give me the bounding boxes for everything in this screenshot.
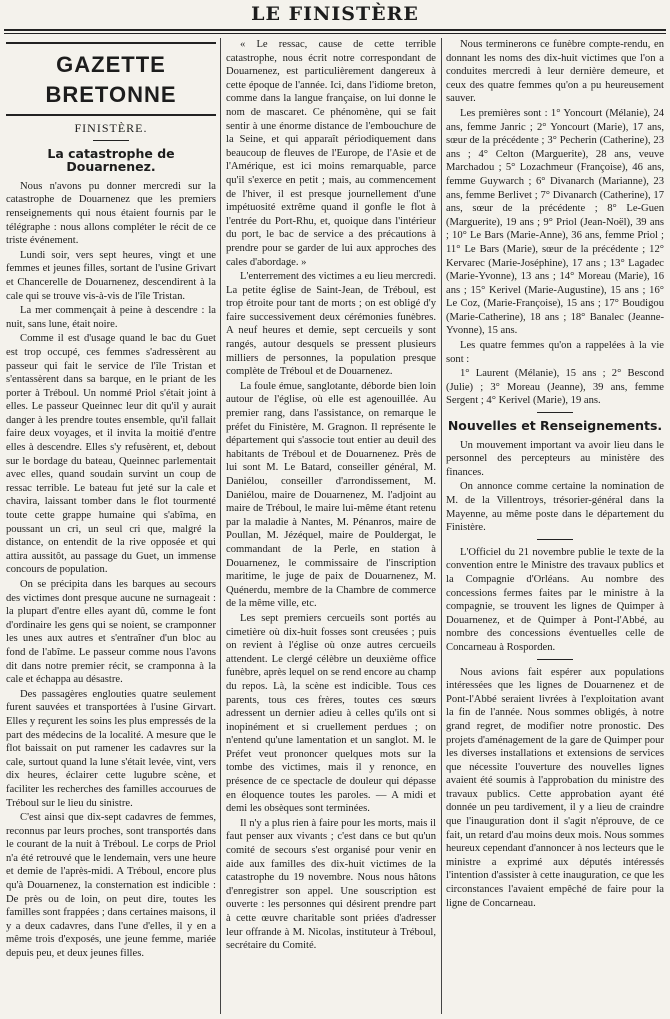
paragraph: Les quatre femmes qu'on a rappelées à la vie sont :: [446, 340, 664, 365]
paragraph: Nous n'avons pu donner mercredi sur la catastrophe de Douarnenez que les premiers renseignements qui nous étaient fournis par le télégraphe : nous allons compléter le récit de ce triste événement.: [6, 180, 216, 247]
masthead-rule: [4, 29, 666, 31]
paragraph: Des passagères englouties quatre seulement furent sauvées et transportées à l'usine Girvart. Elles y reçurent les soins les plus empressés de la part des médecins de la localité. A mesure que le flot baissait on put ramener les cadavres sur la cale, surtout quand la lune s'était levée, vint, vers dix heures, éclairer cette lugubre scène, et faciliter les recherches des familles accourues de Tréboul sur le lieu du sinistre.: [6, 688, 216, 809]
masthead-rule-thin: [4, 33, 666, 34]
paragraph: Un mouvement important va avoir lieu dans le personnel des percepteurs au ministère des finances.: [446, 439, 664, 478]
paragraph: Comme il est d'usage quand le bac du Guet est trop occupé, ces femmes s'adressèrent au passeur qui fait le service de l'île Tristan et s'entassèrent dans sa barque, en le priant de les porter à Tréboul. Un nommé Priol s'était joint à elles. Le passeur Queinnec leur dit qu'il y aurait danger à les prendre toutes ensemble, qu'il fallait faire deux voyages, et il invita la moitié d'entre elles à descendre. Elles s'y refusèrent, et, debout sur le bordage du bateau, Queinnec parlementait avec elles, quand soudain survint un coup de ressac terrible. Le bateau fut jeté sur la cale et chavira, laissant tomber dans le flot tourmenté toute cette grappe humaine qui s'abîma, en poussant un cri, un seul cri que, malgré la distance, on entendit de la rive opposée et qui attira aussitôt, au passage du Guet, un immense concours de population.: [6, 333, 216, 576]
gazette-title: GAZETTE BRETONNE: [45, 52, 177, 107]
paragraph: Nous avions fait espérer aux populations intéressées que les lignes de Douarnenez et de Pont-l'Abbé seraient livrées à l'exploitation avant la fin de l'année. Nous sommes obligés, à notre grand regret, de modifier notre pronostic. Des projets d'aménagement de la gare de Quimper pour les diverses installations et extensions de services que nécessite l'ouverture des nouvelles lignes avaient été soumis à l'approbation du ministre des travaux publics. Cette approbation ayant été donnée un peu tardivement, il y a lieu de craindre que l'inauguration dont il s'agit n'éprouve, de ce fait, un retard d'au moins deux mois. Nous sommes heureux cependant d'annoncer à nos lecteurs que le ministre a exprimé aux députés intéressés l'intention d'assister à cette inauguration, ce que les circonstances l'avaient empêché de faire pour la ligne de Concarneau.: [446, 666, 664, 909]
section-title: FINISTÈRE.: [74, 121, 148, 135]
paragraph: On se précipita dans les barques au secours des victimes dont presque aucune ne surnageait : la plupart d'entre elles ayant dû, comme le font d'ordinaire les gens qui se noient, se cramponner les unes aux autres et s'entraîner d'un bloc au fond de l'abîme. Le passeur comme nous l'avons dit dans notre premier récit, se cramponna à la cale et échappa au désastre.: [6, 579, 216, 686]
paragraph: L'enterrement des victimes a eu lieu mercredi. La petite église de Saint-Jean, de Tréboul, est trop étroite pour tant de morts ; on est obligé d'y faire successivement deux cérémonies funèbres. A neuf heures et demie, sept cercueils y sont rangés, autour desquels se pressent plusieurs milliers de personnes, la population presque complète de Tréboul et de Douarnenez.: [226, 271, 436, 378]
paragraph: Lundi soir, vers sept heures, vingt et une femmes et jeunes filles, sortant de l'usine Grivart et Chancerelle de Douarnenez, descendirent à la cale qui se trouve vis-à-vis de l'île Tristan.: [6, 249, 216, 302]
column-1: [6, 38, 216, 1014]
paragraph: L'Officiel du 21 novembre publie le texte de la convention entre le Ministre des travaux publics et la Compagnie d'Orléans. Au nombre des concessions fermes faites par le ministre à la compagnie, se trouvent les lignes de Quimper à Douarnenez, et de Quimper à Pont-l'Abbé, au nombre des concessions éventuelles celle de Concarneau à Rosporden.: [446, 546, 664, 653]
column-3: [446, 38, 664, 1014]
divider: [537, 659, 573, 660]
paragraph: La mer commençait à peine à descendre : la nuit, sans lune, était noire.: [6, 305, 216, 330]
paragraph: « Le ressac, cause de cette terrible catastrophe, nous écrit notre correspondant de Douarnenez, est particulièrement dangereux à cette époque de l'année. Ici, dans l'idiome breton, comme dans la langue française, on lui donne le nom de mascaret. Ce phénomène, qui se fait sentir à une énorme distance de l'embouchure de la Seine, et qui apparaît périodiquement dans beaucoup de fleuves de l'Europe, de l'Asie et de l'Amérique, est ici moins remarquable, parce qu'il s'exerce en petit ; mais, au commencement de l'hiver, il est presque journellement d'une impétuosité extrême quand il gonfle le flot à l'entrée du Port-Rhu, et, quoique dans l'intérieur du port, le bac de service a des précautions à prendre pour se garder de lui aux approches des cales d'abordage. »: [226, 39, 436, 268]
article-headline: La catastrophe de Douarnenez.: [47, 145, 175, 175]
paragraph: Nous terminerons ce funèbre compte-rendu, en donnant les noms des dix-huit victimes que l'on a conduites mercredi à leur dernière demeure, et ceux des quatre femmes qu'on a pu heureusement sauver.: [446, 39, 664, 105]
paragraph: Les sept premiers cercueils sont portés au cimetière où dix-huit fosses sont creusées ; puis on revient à l'église où onze autres cercueils attendent. Le clergé célèbre un deuxième office funèbre, après lequel on se rend encore au champ du repos. Là, la scène est indicible. Tous ces parents, tous ces frères, toutes ces sœurs adressent un dernier adieu à celles qu'ils ont si inopinément et si cruellement perdues ; on n'entend qu'une lamentation et un sanglot. M. le Préfet veut prononcer quelques mots sur la tombe des victimes, mais il y renonce, en présence de ce spectacle de douleur qui dépasse en éloquence toutes les paroles. — A midi et demi les obsèques sont terminées.: [226, 612, 436, 815]
section-headline: Nouvelles et Renseignements.: [447, 418, 663, 434]
victims-list: Les premières sont : 1° Yoncourt (Mélanie), 24 ans, femme Janric ; 2° Yoncourt (Marie), 17 ans, sœur de la précédente ; 3° Pecherin (Catherine), 23 ans ; 4° Celton (Marguerite), 28 ans, veuve Marchadou ; 5° Lozachmeur (Françoise), 46 ans, femme Guywarch ; 6° Divanarch (Marianne), 23 ans, femme Berlivet ; 7° Divanarch (Catherine), 17 ans, sœur de la précédente ; 8° Le-Guen (Marguerite), 19 ans ; 9° Priol (Jean-Noël), 39 ans ; 10° Le Bars (Marie-Anne), 36 ans, femme Priol ; 11° Le Bars (Marie), sœur de la précédente ; 12° Kervarec (Marie-Joséphine), 17 ans ; 13° Lagadec (Marie-Yvonne), 13 ans ; 14° Moreau (Marie), 16 ans ; 15° Kerivel (Marie-Augustine), 15 ans ; 16° Le Coz, (Marie-Françoise), 15 ans ; 17° Boudigou (Marie-Catherine), 18 ans ; 18° Banalec (Jeanne-Yvonne), 15 ans.: [446, 107, 664, 337]
paragraph: On annonce comme certaine la nomination de M. de la Villentroys, trésorier-général dans la Mayenne, au même poste dans le département du Finistère.: [446, 481, 664, 534]
divider: [93, 140, 129, 141]
paragraph: La foule émue, sanglotante, déborde bien loin autour de l'église, où elle est agenouillée. Au premier rang, dans l'assistance, on remarque le préfet du Finistère, M. Gragnon. Il représente le département qui s'associe tout entier au deuil des habitants de Tréboul et de Douarnenez. Près de lui sont M. Le Batard, conseiller général, M. Daniélou, conseiller d'arrondissement, M. Daniélou, maire de Douarnenez, M. l'adjoint au maire de Tréboul, le maire lui-même étant retenu par la maladie à Nantes, M. Pénanros, maire de Poullan, M. Jézéquel, maire de Pouldergat, le commandant de la Perle, en station à Douarnenez, le commissaire de l'inscription maritime, le juge de paix de Douarnenez, M. Quénerdu, membre de la Chambre de commerce de la même ville, etc.: [226, 380, 436, 610]
column-divider: [441, 38, 442, 1014]
saved-list: 1° Laurent (Mélanie), 15 ans ; 2° Bescond (Julie) ; 3° Moreau (Jeanne), 39 ans, femme Sergent ; 4° Kerivel (Marie), 19 ans.: [446, 368, 664, 407]
newspaper-title: LE FINISTÈRE: [251, 3, 419, 25]
gazette-header: [6, 42, 216, 116]
divider: [537, 539, 573, 540]
paragraph: C'est ainsi que dix-sept cadavres de femmes, reconnus par leurs proches, sont transportés dans le courant de la nuit à Tréboul. Le corps de Priol n'a été retrouvé que le lendemain, vers une heure et demie de l'après-midi. A Tréboul, encore plus qu'à Douarnenez, la consternation est indicible : De près ou de loin, on peut dire, toutes les familles sont frappées ; dans certaines maisons, il y a deux cadavres, dans l'une d'elles, il y en a même trois d'exposés, une jeune femme, mariée depuis peu, et deux jeunes filles.: [6, 812, 216, 960]
divider: [537, 412, 573, 413]
column-2: [226, 38, 436, 1014]
column-divider: [220, 38, 221, 1014]
paragraph: Il n'y a plus rien à faire pour les morts, mais il faut penser aux vivants ; c'est dans ce but qu'un comité de secours s'est organisé pour venir en aide aux familles des dix-huit victimes de la catastrophe du 19 novembre. Nous nous hâtons d'enregistrer son appel. Une souscription est ouverte : les personnes qui désirent prendre part à cette œuvre charitable sont priées d'adresser leur offrande à M. Nicolas, instituteur à Tréboul, secrétaire du Comité.: [226, 817, 436, 952]
